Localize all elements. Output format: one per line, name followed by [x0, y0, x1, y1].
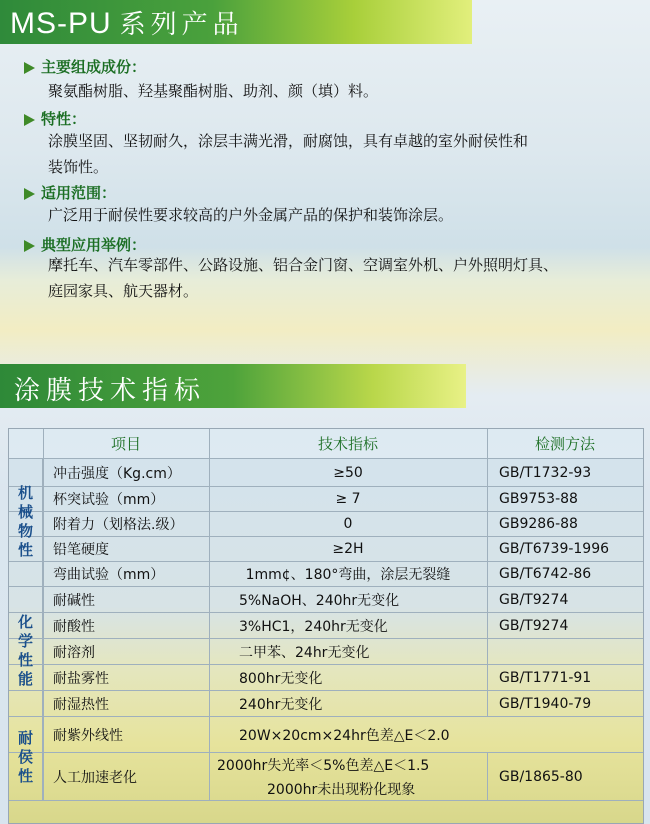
cell-method: GB/T6742-86: [499, 566, 592, 582]
arrow-bullet-icon: [24, 62, 35, 74]
header-spec: 技术指标: [317, 435, 378, 453]
section-text-composition: 聚氨酯树脂、羟基聚酯树脂、助剂、颜（填）料。: [48, 82, 379, 100]
section-text-applications: 摩托车、汽车零部件、公路设施、铝合金门窗、空调室外机、户外照明灯具、 庭园家具、航天器材。: [48, 256, 559, 300]
table-row: [9, 665, 643, 691]
product-title-en: MS-PU: [10, 7, 112, 40]
header-method: 检测方法: [534, 435, 595, 453]
section-heading-composition: 主要组成成份：: [24, 56, 146, 77]
cell-method: GB/T9274: [499, 617, 569, 634]
arrow-bullet-icon: [24, 188, 35, 200]
cell-item: 耐酸性: [53, 618, 95, 635]
group-label-text: 化学性能: [16, 613, 34, 690]
cell-item: 耐紫外线性: [53, 727, 123, 744]
cell-spec: 3%HC1，240hr无变化: [239, 618, 388, 635]
column-divider: [43, 429, 44, 801]
cell-item: 冲击强度（Kg.cm）: [53, 465, 181, 482]
cell-method: GB9753-88: [499, 491, 578, 507]
table-row: [9, 587, 643, 613]
section-text-features: 涂膜坚固、坚韧耐久，涂层丰满光滑，耐腐蚀，具有卓越的室外耐侯性和 装饰性。: [48, 132, 529, 176]
product-title-cn: 系列产品: [119, 9, 244, 39]
cell-spec: 5%NaOH、240hr无变化: [239, 592, 400, 609]
section-heading-applications: 典型应用举例：: [24, 234, 146, 255]
cell-spec-line: 2000hr失光率＜5%色差△E＜1.5: [217, 757, 430, 774]
table-row: [9, 537, 643, 562]
table-row: [9, 487, 643, 512]
cell-item: 耐碱性: [53, 592, 95, 609]
cell-spec-line: 2000hr未出现粉化现象: [267, 781, 416, 798]
table-row: [9, 613, 643, 639]
cell-spec: ≥50: [333, 464, 363, 481]
group-label-text: 耐侯性: [16, 730, 34, 787]
cell-spec: [217, 753, 515, 800]
cell-item: 附着力（划格法.级）: [53, 517, 184, 533]
cell-item: 弯曲试验（mm）: [53, 567, 165, 583]
group-label: [9, 459, 43, 587]
cell-method: GB/T9274: [499, 591, 569, 608]
cell-item: 耐盐雾性: [53, 670, 109, 687]
arrow-bullet-icon: [24, 114, 35, 126]
header-item: 项目: [110, 435, 141, 453]
cell-item: 铅笔硬度: [53, 542, 109, 558]
table-row: [9, 512, 643, 537]
table-row: [9, 562, 643, 587]
spec-title: 涂膜技术指标: [14, 376, 207, 406]
cell-spec: ≥2H: [332, 541, 364, 557]
product-title: [10, 4, 244, 41]
cell-method: GB/T1771-91: [499, 669, 592, 686]
column-divider: [209, 429, 210, 801]
table-row: [9, 753, 643, 801]
cell-spec: 240hr无变化: [239, 696, 323, 713]
cell-item: 杯突试验（mm）: [53, 492, 165, 508]
section-text-scope: 广泛用于耐侯性要求较高的户外金属产品的保护和装饰涂层。: [48, 206, 454, 224]
cell-item: 人工加速老化: [53, 769, 137, 786]
table-row: [9, 639, 643, 665]
column-divider: [487, 753, 488, 801]
cell-method: GB/T1940-79: [499, 695, 592, 712]
table-header-row: [9, 429, 643, 459]
cell-method: [499, 639, 643, 664]
cell-spec: 20W×20cm×24hr色差△E＜2.0: [239, 727, 450, 744]
spec-title-banner: [0, 364, 466, 408]
cell-spec: 800hr无变化: [239, 670, 323, 687]
cell-spec: 1mm¢、180°弯曲，涂层无裂缝: [245, 567, 451, 583]
cell-method: GB9286-88: [499, 516, 578, 532]
arrow-bullet-icon: [24, 240, 35, 252]
group-label-text: 机械物性: [16, 484, 34, 561]
cell-spec: 0: [343, 516, 353, 532]
table-row: [9, 459, 643, 487]
section-heading-features: 特性：: [24, 108, 86, 129]
column-divider: [487, 429, 488, 717]
group-label: [9, 717, 43, 801]
table-row: [9, 717, 643, 753]
section-heading-scope: 适用范围：: [24, 182, 116, 203]
cell-spec: ≥ 7: [335, 491, 361, 507]
table-row: [9, 691, 643, 717]
product-title-banner: [0, 0, 472, 44]
cell-item: 耐湿热性: [53, 696, 109, 713]
cell-method: GB/T1732-93: [499, 464, 592, 481]
cell-method: GB/T6739-1996: [499, 541, 610, 557]
cell-method: GB/1865-80: [499, 768, 583, 785]
group-label: [9, 587, 43, 717]
spec-table: [8, 428, 644, 824]
cell-item: 耐溶剂: [53, 644, 95, 661]
cell-spec: 二甲苯、24hr无变化: [239, 644, 370, 661]
cell-method: [499, 717, 643, 752]
